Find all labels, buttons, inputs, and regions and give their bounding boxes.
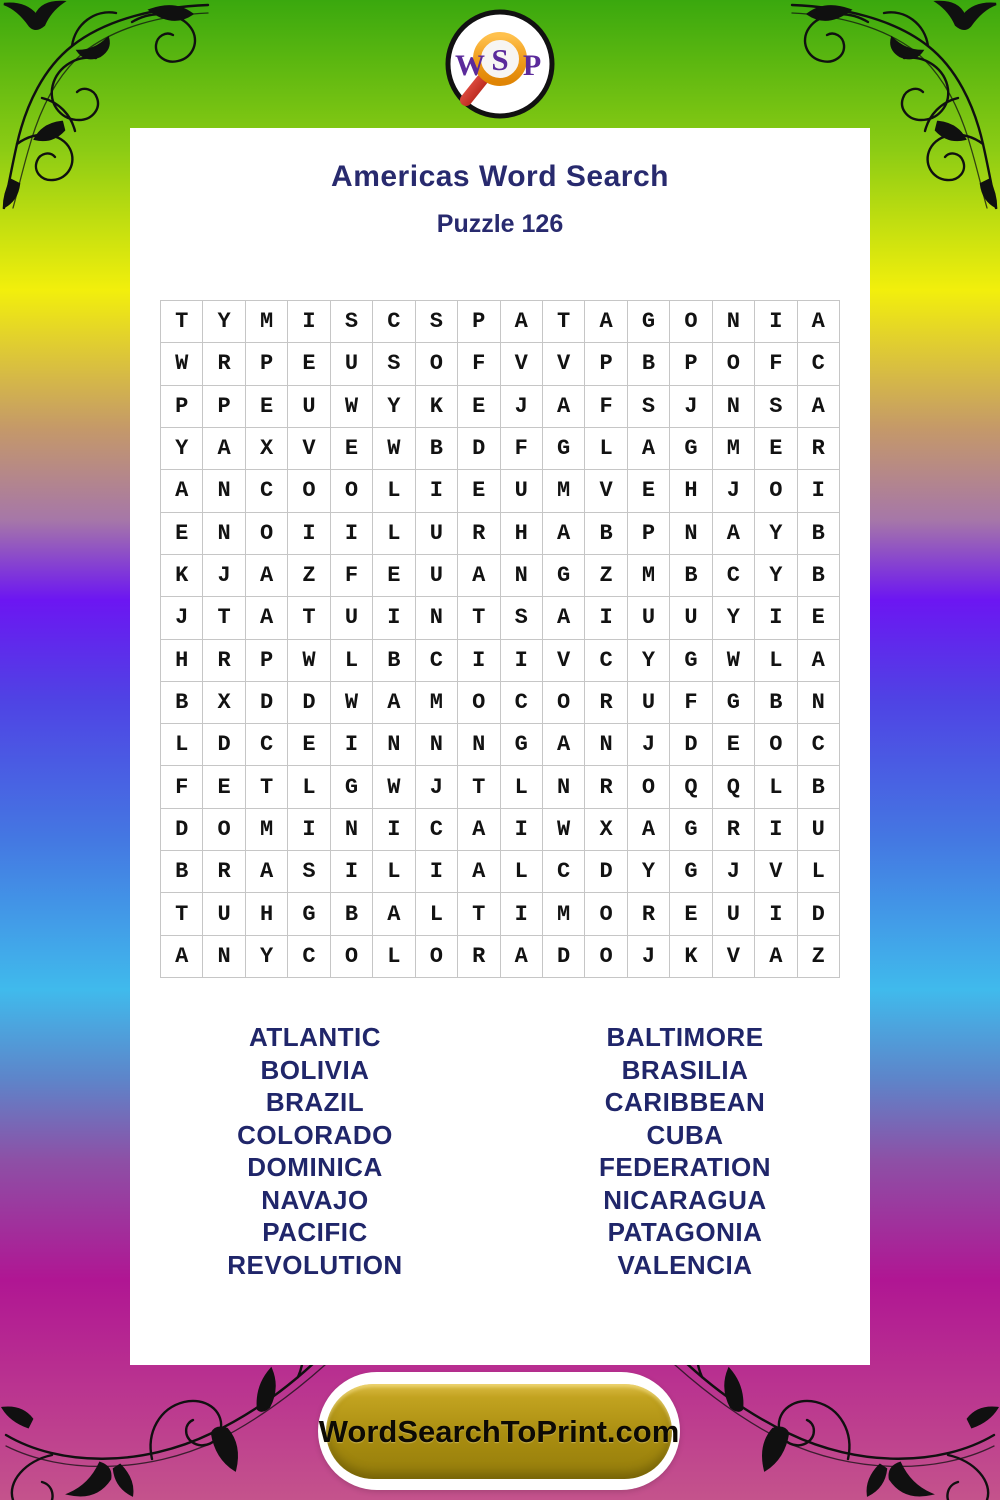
grid-cell: N	[203, 513, 245, 555]
grid-cell: B	[670, 555, 712, 597]
word-item: CUBA	[646, 1119, 724, 1150]
grid-cell: D	[246, 682, 288, 724]
grid-cell: Y	[161, 428, 203, 470]
grid-cell: O	[755, 724, 797, 766]
grid-cell: L	[416, 893, 458, 935]
grid-cell: P	[585, 343, 627, 385]
grid-cell: F	[670, 682, 712, 724]
word-item: COLORADO	[237, 1119, 393, 1150]
grid-cell: E	[713, 724, 755, 766]
grid-cell: T	[161, 301, 203, 343]
grid-cell: L	[161, 724, 203, 766]
grid-cell: J	[161, 597, 203, 639]
grid-cell: C	[288, 936, 330, 978]
word-item: BALTIMORE	[606, 1022, 764, 1052]
grid-cell: E	[458, 470, 500, 512]
grid-cell: M	[416, 682, 458, 724]
grid-cell: G	[713, 682, 755, 724]
grid-cell: O	[585, 893, 627, 935]
grid-cell: B	[416, 428, 458, 470]
puzzle-card	[130, 128, 870, 1365]
grid-cell: Z	[798, 936, 840, 978]
grid-cell: R	[203, 343, 245, 385]
grid-cell: A	[501, 936, 543, 978]
grid-cell: T	[246, 766, 288, 808]
word-item: BOLIVIA	[260, 1054, 370, 1085]
grid-cell: Y	[713, 597, 755, 639]
grid-cell: U	[713, 893, 755, 935]
grid-cell: J	[713, 470, 755, 512]
logo-letter-p: P	[522, 49, 542, 82]
grid-cell: L	[501, 851, 543, 893]
grid-cell: U	[628, 682, 670, 724]
grid-cell: A	[203, 428, 245, 470]
grid-cell: B	[373, 640, 415, 682]
grid-cell: J	[670, 386, 712, 428]
grid-cell: Y	[203, 301, 245, 343]
grid-cell: I	[501, 893, 543, 935]
grid-cell: A	[246, 597, 288, 639]
grid-cell: R	[203, 640, 245, 682]
grid-cell: A	[713, 513, 755, 555]
grid-cell: A	[161, 470, 203, 512]
grid-cell: W	[161, 343, 203, 385]
grid-cell: G	[628, 301, 670, 343]
grid-cell: D	[161, 809, 203, 851]
grid-cell: R	[458, 936, 500, 978]
grid-cell: F	[161, 766, 203, 808]
grid-cell: O	[203, 809, 245, 851]
grid-cell: C	[585, 640, 627, 682]
grid-cell: I	[373, 809, 415, 851]
grid-cell: C	[501, 682, 543, 724]
grid-cell: P	[670, 343, 712, 385]
word-col-left	[130, 1021, 500, 1281]
grid-cell: V	[543, 343, 585, 385]
grid-cell: Q	[670, 766, 712, 808]
grid-cell: U	[628, 597, 670, 639]
grid-cell: W	[331, 386, 373, 428]
grid-cell: U	[203, 893, 245, 935]
word-item: VALENCIA	[617, 1249, 753, 1280]
grid-cell: O	[713, 343, 755, 385]
grid-cell: A	[798, 301, 840, 343]
grid-cell: O	[543, 682, 585, 724]
grid-cell: P	[628, 513, 670, 555]
puzzle-number: Puzzle 126	[436, 210, 564, 238]
grid-cell: J	[501, 386, 543, 428]
word-item: ATLANTIC	[248, 1022, 382, 1052]
grid-cell: N	[543, 766, 585, 808]
grid-cell: O	[288, 470, 330, 512]
grid-cell: E	[755, 428, 797, 470]
grid-cell: L	[288, 766, 330, 808]
grid-cell: C	[246, 724, 288, 766]
grid-cell: M	[628, 555, 670, 597]
grid-cell: G	[543, 428, 585, 470]
grid-cell: V	[713, 936, 755, 978]
grid-cell: A	[798, 640, 840, 682]
grid-cell: T	[458, 766, 500, 808]
grid-cell: I	[373, 597, 415, 639]
word-item: PATAGONIA	[607, 1217, 763, 1247]
grid-cell: N	[585, 724, 627, 766]
grid-cell: V	[543, 640, 585, 682]
grid-cell: N	[670, 513, 712, 555]
grid-cell: C	[416, 640, 458, 682]
grid-cell: F	[755, 343, 797, 385]
grid-cell: D	[543, 936, 585, 978]
grid-cell: A	[161, 936, 203, 978]
grid-cell: H	[161, 640, 203, 682]
grid-cell: A	[246, 851, 288, 893]
grid-cell: I	[501, 640, 543, 682]
grid-cell: B	[331, 893, 373, 935]
grid-cell: A	[458, 809, 500, 851]
grid-cell: A	[798, 386, 840, 428]
grid-cell: Y	[628, 851, 670, 893]
grid-cell: T	[543, 301, 585, 343]
grid-cell: L	[373, 936, 415, 978]
grid-cell: G	[670, 640, 712, 682]
grid-cell: O	[585, 936, 627, 978]
grid-cell: R	[798, 428, 840, 470]
grid-cell: H	[246, 893, 288, 935]
grid-cell: I	[755, 893, 797, 935]
grid-cell: M	[543, 470, 585, 512]
grid-cell: E	[288, 343, 330, 385]
grid-cell: P	[246, 343, 288, 385]
grid-cell: Q	[713, 766, 755, 808]
grid-cell: F	[501, 428, 543, 470]
grid-cell: K	[670, 936, 712, 978]
word-search-grid	[160, 300, 840, 978]
grid-cell: T	[458, 893, 500, 935]
word-item: NAVAJO	[261, 1184, 369, 1215]
grid-cell: C	[373, 301, 415, 343]
word-list	[130, 1021, 870, 1281]
grid-cell: A	[246, 555, 288, 597]
grid-cell: T	[288, 597, 330, 639]
grid-cell: V	[585, 470, 627, 512]
grid-cell: B	[161, 851, 203, 893]
grid-cell: O	[246, 513, 288, 555]
grid-cell: R	[628, 893, 670, 935]
grid-cell: I	[501, 809, 543, 851]
grid-cell: N	[713, 301, 755, 343]
grid-cell: I	[288, 513, 330, 555]
site-button-gold-face	[318, 1384, 680, 1479]
word-item: DOMINICA	[247, 1152, 383, 1182]
grid-cell: A	[755, 936, 797, 978]
grid-cell: E	[373, 555, 415, 597]
grid-cell: A	[543, 597, 585, 639]
logo-letter-w: W	[455, 49, 485, 82]
grid-cell: H	[670, 470, 712, 512]
grid-cell: L	[755, 640, 797, 682]
grid-cell: X	[246, 428, 288, 470]
word-item: BRASILIA	[621, 1054, 749, 1085]
grid-cell: N	[416, 724, 458, 766]
grid-cell: U	[416, 555, 458, 597]
grid-cell: B	[798, 513, 840, 555]
word-item: BRAZIL	[265, 1087, 365, 1117]
grid-cell: G	[331, 766, 373, 808]
grid-cell: D	[670, 724, 712, 766]
site-button-label: WordSearchToPrint.com	[318, 1413, 680, 1449]
grid-cell: J	[203, 555, 245, 597]
grid-cell: A	[585, 301, 627, 343]
grid-cell: L	[501, 766, 543, 808]
grid-cell: Y	[373, 386, 415, 428]
grid-cell: Y	[246, 936, 288, 978]
grid-cell: I	[798, 470, 840, 512]
grid-cell: P	[246, 640, 288, 682]
grid-cell: A	[543, 513, 585, 555]
grid-cell: B	[585, 513, 627, 555]
grid-cell: V	[501, 343, 543, 385]
grid-cell: C	[798, 343, 840, 385]
grid-cell: K	[161, 555, 203, 597]
grid-cell: J	[713, 851, 755, 893]
grid-cell: D	[458, 428, 500, 470]
grid-cell: L	[585, 428, 627, 470]
grid-cell: X	[585, 809, 627, 851]
grid-cell: X	[203, 682, 245, 724]
word-col-right	[500, 1021, 870, 1281]
grid-cell: A	[458, 555, 500, 597]
grid-cell: N	[203, 470, 245, 512]
grid-cell: D	[585, 851, 627, 893]
grid-cell: T	[161, 893, 203, 935]
grid-cell: S	[288, 851, 330, 893]
grid-cell: N	[713, 386, 755, 428]
grid-cell: B	[755, 682, 797, 724]
grid-cell: I	[416, 851, 458, 893]
grid-cell: L	[373, 470, 415, 512]
grid-cell: L	[331, 640, 373, 682]
wsp-logo	[443, 7, 557, 121]
grid-cell: O	[331, 936, 373, 978]
grid-cell: G	[288, 893, 330, 935]
grid-cell: E	[798, 597, 840, 639]
grid-cell: Y	[755, 555, 797, 597]
grid-cell: J	[416, 766, 458, 808]
grid-cell: F	[331, 555, 373, 597]
grid-cell: B	[798, 555, 840, 597]
grid-cell: O	[331, 470, 373, 512]
grid-cell: L	[373, 513, 415, 555]
grid-cell: N	[373, 724, 415, 766]
grid-cell: A	[373, 893, 415, 935]
grid-cell: I	[331, 513, 373, 555]
grid-cell: D	[203, 724, 245, 766]
grid-cell: S	[416, 301, 458, 343]
grid-cell: W	[373, 766, 415, 808]
grid-cell: M	[543, 893, 585, 935]
grid-cell: U	[798, 809, 840, 851]
grid-cell: Z	[585, 555, 627, 597]
grid-cell: I	[416, 470, 458, 512]
grid-cell: F	[458, 343, 500, 385]
grid-cell: I	[755, 809, 797, 851]
grid-cell: E	[161, 513, 203, 555]
word-item: FEDERATION	[598, 1152, 772, 1182]
word-item: NICARAGUA	[603, 1184, 767, 1215]
grid-cell: U	[288, 386, 330, 428]
grid-cell: Z	[288, 555, 330, 597]
grid-cell: E	[246, 386, 288, 428]
grid-cell: I	[288, 809, 330, 851]
grid-cell: E	[288, 724, 330, 766]
grid-cell: O	[416, 936, 458, 978]
grid-cell: E	[628, 470, 670, 512]
grid-cell: N	[331, 809, 373, 851]
grid-cell: E	[458, 386, 500, 428]
grid-cell: Y	[755, 513, 797, 555]
grid-cell: T	[458, 597, 500, 639]
grid-cell: J	[628, 724, 670, 766]
grid-cell: L	[373, 851, 415, 893]
grid-cell: S	[628, 386, 670, 428]
grid-cell: O	[670, 301, 712, 343]
grid-cell: I	[585, 597, 627, 639]
grid-cell: A	[373, 682, 415, 724]
grid-cell: I	[458, 640, 500, 682]
grid-cell: V	[288, 428, 330, 470]
grid-cell: K	[416, 386, 458, 428]
grid-cell: C	[416, 809, 458, 851]
word-item: REVOLUTION	[227, 1249, 403, 1280]
grid-cell: N	[798, 682, 840, 724]
grid-cell: N	[458, 724, 500, 766]
grid-cell: F	[585, 386, 627, 428]
grid-cell: W	[713, 640, 755, 682]
grid-cell: I	[755, 301, 797, 343]
grid-cell: S	[331, 301, 373, 343]
grid-cell: U	[331, 597, 373, 639]
grid-cell: G	[670, 809, 712, 851]
grid-cell: N	[501, 555, 543, 597]
grid-cell: S	[501, 597, 543, 639]
grid-cell: L	[798, 851, 840, 893]
grid-cell: P	[458, 301, 500, 343]
grid-cell: A	[543, 386, 585, 428]
grid-cell: B	[798, 766, 840, 808]
grid-cell: Y	[628, 640, 670, 682]
grid-cell: E	[670, 893, 712, 935]
grid-cell: O	[628, 766, 670, 808]
grid-cell: E	[331, 428, 373, 470]
grid-cell: W	[331, 682, 373, 724]
grid-cell: A	[628, 428, 670, 470]
grid-cell: I	[288, 301, 330, 343]
logo-letter-s: S	[491, 42, 509, 77]
grid-cell: R	[585, 766, 627, 808]
grid-cell: V	[755, 851, 797, 893]
grid-cell: C	[246, 470, 288, 512]
grid-cell: I	[331, 851, 373, 893]
grid-cell: W	[373, 428, 415, 470]
grid-cell: B	[628, 343, 670, 385]
grid-cell: I	[331, 724, 373, 766]
grid-cell: U	[416, 513, 458, 555]
word-item: CARIBBEAN	[604, 1087, 766, 1117]
grid-cell: S	[373, 343, 415, 385]
grid-cell: D	[288, 682, 330, 724]
grid-cell: N	[416, 597, 458, 639]
grid-cell: I	[755, 597, 797, 639]
grid-cell: W	[543, 809, 585, 851]
grid-cell: G	[543, 555, 585, 597]
grid-cell: R	[585, 682, 627, 724]
grid-cell: M	[246, 809, 288, 851]
grid-cell: C	[543, 851, 585, 893]
grid-cell: W	[288, 640, 330, 682]
grid-cell: S	[755, 386, 797, 428]
grid-cell: C	[798, 724, 840, 766]
grid-cell: B	[161, 682, 203, 724]
grid-cell: P	[161, 386, 203, 428]
grid-cell: T	[203, 597, 245, 639]
grid-cell: U	[670, 597, 712, 639]
grid-cell: U	[501, 470, 543, 512]
grid-cell: A	[458, 851, 500, 893]
grid-cell: N	[203, 936, 245, 978]
grid-cell: C	[713, 555, 755, 597]
grid-cell: J	[628, 936, 670, 978]
grid-cell: L	[755, 766, 797, 808]
grid-cell: G	[501, 724, 543, 766]
grid-cell: O	[755, 470, 797, 512]
grid-cell: A	[501, 301, 543, 343]
grid-cell: E	[203, 766, 245, 808]
grid-cell: M	[246, 301, 288, 343]
grid-cell: R	[458, 513, 500, 555]
site-link-button[interactable]	[318, 1372, 680, 1490]
word-item: PACIFIC	[262, 1217, 368, 1247]
grid-cell: H	[501, 513, 543, 555]
grid-cell: D	[798, 893, 840, 935]
grid-cell: P	[203, 386, 245, 428]
grid-cell: G	[670, 851, 712, 893]
grid-cell: R	[203, 851, 245, 893]
grid-cell: A	[628, 809, 670, 851]
grid-cell: A	[543, 724, 585, 766]
page-title: Americas Word Search	[331, 160, 669, 193]
grid-cell: U	[331, 343, 373, 385]
grid-cell: M	[713, 428, 755, 470]
grid-cell: G	[670, 428, 712, 470]
grid-cell: R	[713, 809, 755, 851]
grid-cell: O	[416, 343, 458, 385]
grid-cell: O	[458, 682, 500, 724]
